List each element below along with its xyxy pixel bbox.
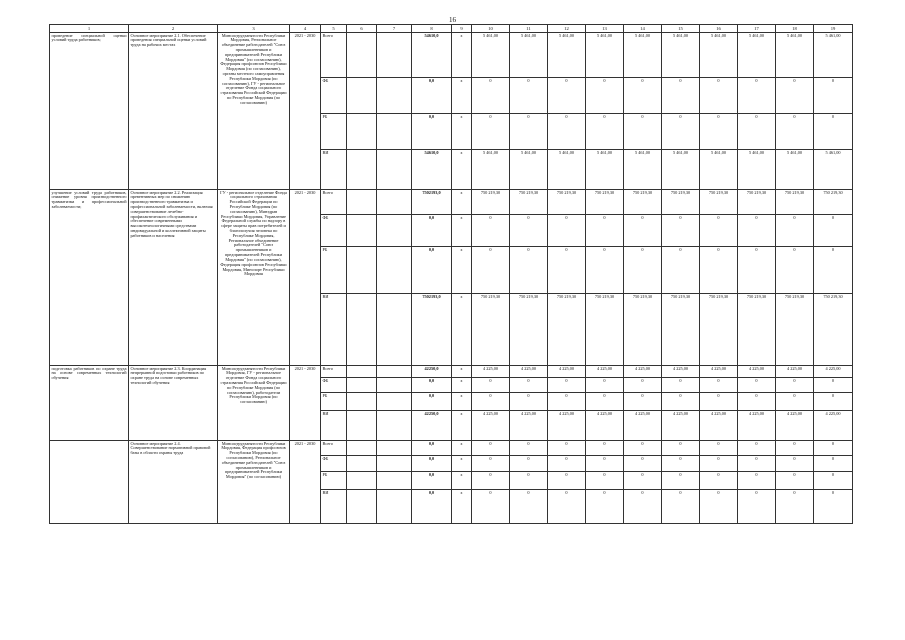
year-value-cell: 0 xyxy=(776,490,814,524)
year-value-cell: 0 xyxy=(662,490,700,524)
year-value-cell: 0 xyxy=(814,393,853,411)
x-cell: х xyxy=(452,190,472,215)
empty-cell xyxy=(347,378,377,393)
x-cell: х xyxy=(452,114,472,150)
source-cell: Всего xyxy=(321,190,347,215)
year-value-cell: 5 461,00 xyxy=(662,33,700,78)
year-value-cell: 0 xyxy=(472,472,510,490)
year-value-cell: 0 xyxy=(662,441,700,456)
year-value-cell: 0 xyxy=(510,472,548,490)
empty-cell xyxy=(347,33,377,78)
period-cell: 2021 - 2030 xyxy=(290,190,321,366)
year-value-cell: 5 461,00 xyxy=(738,33,776,78)
year-value-cell: 0 xyxy=(472,490,510,524)
year-value-cell: 750 219,30 xyxy=(738,294,776,366)
empty-cell xyxy=(347,78,377,114)
source-cell: ВИ xyxy=(321,294,347,366)
year-value-cell: 0 xyxy=(624,490,662,524)
program-table xyxy=(49,24,853,524)
year-value-cell: 0 xyxy=(510,78,548,114)
year-value-cell: 4 225,00 xyxy=(662,411,700,441)
column-header-3: 3 xyxy=(218,25,290,33)
empty-cell xyxy=(347,411,377,441)
x-cell: х xyxy=(452,378,472,393)
column-header-11: 11 xyxy=(510,25,548,33)
year-value-cell: 5 461,00 xyxy=(776,33,814,78)
event-cell: Основное мероприятие 2.2. Реализация превентивных мер по снижению производственного травматизма и профессиональной заболеваемости, включая совершенствование лечебно-профилактического обслуживания и обеспечение современными высокотехнологичными средствами индивидуальной и коллективной защиты работников и населения xyxy=(129,190,218,366)
year-value-cell: 0 xyxy=(700,472,738,490)
empty-cell xyxy=(347,247,377,294)
year-value-cell: 4 225,00 xyxy=(776,411,814,441)
year-value-cell: 0 xyxy=(510,393,548,411)
year-value-cell: 4 225,00 xyxy=(624,411,662,441)
year-value-cell: 5 461,00 xyxy=(510,33,548,78)
year-value-cell: 0 xyxy=(814,247,853,294)
year-value-cell: 0 xyxy=(700,215,738,247)
column-header-5: 5 xyxy=(321,25,347,33)
x-cell: х xyxy=(452,472,472,490)
empty-cell xyxy=(347,456,377,472)
year-value-cell: 0 xyxy=(738,441,776,456)
year-value-cell: 5 461,00 xyxy=(586,33,624,78)
year-value-cell: 5 461,00 xyxy=(776,150,814,190)
empty-cell xyxy=(377,441,412,456)
empty-cell xyxy=(347,190,377,215)
column-header-15: 15 xyxy=(662,25,700,33)
source-cell: Всего xyxy=(321,441,347,456)
year-value-cell: 0 xyxy=(548,247,586,294)
year-value-cell: 0 xyxy=(548,393,586,411)
year-value-cell: 0 xyxy=(662,472,700,490)
year-value-cell: 0 xyxy=(586,78,624,114)
year-value-cell: 0 xyxy=(472,456,510,472)
empty-cell xyxy=(377,114,412,150)
empty-cell xyxy=(347,393,377,411)
year-value-cell: 750 219,30 xyxy=(510,190,548,215)
year-value-cell: 0 xyxy=(776,472,814,490)
column-header-12: 12 xyxy=(548,25,586,33)
year-value-cell: 0 xyxy=(548,114,586,150)
empty-cell xyxy=(377,247,412,294)
year-value-cell: 750 219,30 xyxy=(586,190,624,215)
empty-cell xyxy=(347,441,377,456)
column-header-13: 13 xyxy=(586,25,624,33)
year-value-cell: 4 225,00 xyxy=(738,366,776,378)
year-value-cell: 0 xyxy=(662,393,700,411)
year-value-cell: 0 xyxy=(776,456,814,472)
year-value-cell: 0 xyxy=(738,456,776,472)
year-value-cell: 4 225,00 xyxy=(624,366,662,378)
empty-cell xyxy=(377,150,412,190)
year-value-cell: 750 219,30 xyxy=(472,294,510,366)
table-row xyxy=(50,190,853,215)
year-value-cell: 0 xyxy=(624,78,662,114)
column-header-19: 19 xyxy=(814,25,853,33)
total-cell: 0,0 xyxy=(412,472,452,490)
column-header-8: 8 xyxy=(412,25,452,33)
year-value-cell: 750 219,30 xyxy=(472,190,510,215)
year-value-cell: 5 461,00 xyxy=(586,150,624,190)
year-value-cell: 5 461,00 xyxy=(738,150,776,190)
year-value-cell: 0 xyxy=(586,441,624,456)
year-value-cell: 5 461,00 xyxy=(624,33,662,78)
year-value-cell: 5 461,00 xyxy=(548,150,586,190)
year-value-cell: 0 xyxy=(700,78,738,114)
year-value-cell: 0 xyxy=(776,247,814,294)
year-value-cell: 750 219,30 xyxy=(814,294,853,366)
empty-cell xyxy=(377,294,412,366)
year-value-cell: 4 225,00 xyxy=(472,366,510,378)
year-value-cell: 0 xyxy=(662,215,700,247)
year-value-cell: 0 xyxy=(700,490,738,524)
year-value-cell: 0 xyxy=(586,114,624,150)
source-cell: РБ xyxy=(321,472,347,490)
year-value-cell: 0 xyxy=(738,247,776,294)
year-value-cell: 0 xyxy=(472,114,510,150)
source-cell: ФБ xyxy=(321,456,347,472)
source-cell: РБ xyxy=(321,247,347,294)
year-value-cell: 0 xyxy=(586,472,624,490)
column-header-9: 9 xyxy=(452,25,472,33)
goal-cell: проведение специальной оценки условий труда работников; xyxy=(50,33,129,190)
year-value-cell: 0 xyxy=(662,78,700,114)
empty-cell xyxy=(377,33,412,78)
year-value-cell: 0 xyxy=(510,247,548,294)
year-value-cell: 0 xyxy=(624,114,662,150)
year-value-cell: 0 xyxy=(472,215,510,247)
year-value-cell: 0 xyxy=(586,215,624,247)
total-cell: 0,0 xyxy=(412,441,452,456)
executor-cell: ГУ - региональное отделение Фонда социального страхования Российской Федерации по Республике Мордовия (по согласованию), Минздрав Республики Мордовия, Управление Федеральной службы по надзору в сфере защиты прав потребителей и благополучия человека по Республике Мордовия, Региональное объединение работодателей "Союз промышленников и предпринимателей Республики Мордовия" (по согласованию), Федерация профсоюзов Республики Мордовия, Минспорт Республики Мордовия xyxy=(218,190,290,366)
year-value-cell: 0 xyxy=(510,378,548,393)
year-value-cell: 750 219,30 xyxy=(776,294,814,366)
year-value-cell: 0 xyxy=(738,378,776,393)
column-header-14: 14 xyxy=(624,25,662,33)
year-value-cell: 0 xyxy=(776,378,814,393)
period-cell: 2021 - 2030 xyxy=(290,366,321,441)
total-cell: 0,0 xyxy=(412,490,452,524)
x-cell: х xyxy=(452,456,472,472)
year-value-cell: 4 225,00 xyxy=(510,366,548,378)
year-value-cell: 0 xyxy=(548,472,586,490)
year-value-cell: 0 xyxy=(586,378,624,393)
year-value-cell: 0 xyxy=(624,215,662,247)
executor-cell: Минсоцтрудзанятости Республики Мордовия, ГУ - региональное отделение Фонда социального страхования Российской Федерации по Республике Мордовия (по согласованию), работодатели Республики Мордовия (по согласованию) xyxy=(218,366,290,441)
column-header-10: 10 xyxy=(472,25,510,33)
total-cell: 54610,0 xyxy=(412,150,452,190)
x-cell: х xyxy=(452,366,472,378)
year-value-cell: 750 219,30 xyxy=(510,294,548,366)
source-cell: РБ xyxy=(321,114,347,150)
page-number: 16 xyxy=(449,16,456,24)
goal-cell xyxy=(50,441,129,524)
year-value-cell: 0 xyxy=(814,472,853,490)
event-cell: Основное мероприятие 2.1. Обеспечение проведения специальной оценки условий труда на рабочих местах xyxy=(129,33,218,190)
x-cell: х xyxy=(452,393,472,411)
year-value-cell: 750 219,30 xyxy=(662,294,700,366)
year-value-cell: 0 xyxy=(738,393,776,411)
year-value-cell: 0 xyxy=(700,114,738,150)
x-cell: х xyxy=(452,33,472,78)
year-value-cell: 0 xyxy=(586,247,624,294)
year-value-cell: 0 xyxy=(776,441,814,456)
year-value-cell: 0 xyxy=(738,114,776,150)
year-value-cell: 0 xyxy=(814,441,853,456)
year-value-cell: 5 461,00 xyxy=(662,150,700,190)
empty-cell xyxy=(377,456,412,472)
year-value-cell: 0 xyxy=(472,247,510,294)
x-cell: х xyxy=(452,78,472,114)
year-value-cell: 0 xyxy=(776,114,814,150)
year-value-cell: 0 xyxy=(776,393,814,411)
column-header-6: 6 xyxy=(347,25,377,33)
year-value-cell: 750 219,30 xyxy=(776,190,814,215)
column-header-16: 16 xyxy=(700,25,738,33)
year-value-cell: 5 461,00 xyxy=(814,33,853,78)
x-cell: х xyxy=(452,294,472,366)
year-value-cell: 0 xyxy=(776,215,814,247)
year-value-cell: 4 225,00 xyxy=(776,366,814,378)
empty-cell xyxy=(347,150,377,190)
year-value-cell: 0 xyxy=(472,78,510,114)
total-cell: 7502193,0 xyxy=(412,190,452,215)
year-value-cell: 0 xyxy=(738,472,776,490)
empty-cell xyxy=(377,472,412,490)
x-cell: х xyxy=(452,247,472,294)
year-value-cell: 750 219,30 xyxy=(548,294,586,366)
year-value-cell: 5 461,00 xyxy=(548,33,586,78)
period-cell: 2021 - 2030 xyxy=(290,441,321,524)
year-value-cell: 750 219,30 xyxy=(700,294,738,366)
year-value-cell: 4 225,00 xyxy=(814,411,853,441)
column-header-1: 1 xyxy=(50,25,129,33)
empty-cell xyxy=(377,78,412,114)
year-value-cell: 0 xyxy=(548,378,586,393)
x-cell: х xyxy=(452,441,472,456)
year-value-cell: 0 xyxy=(624,393,662,411)
source-cell: Всего xyxy=(321,366,347,378)
executor-cell: Минсоцтрудзанятости Республики Мордовия, Федерация профсоюзов Республики Мордовия (по согласованию), Региональное объединение работодателей "Союз промышленников и предпринимателей Республики Мордовия" (по согласованию) xyxy=(218,441,290,524)
year-value-cell: 750 219,30 xyxy=(624,190,662,215)
column-header-2: 2 xyxy=(129,25,218,33)
x-cell: х xyxy=(452,411,472,441)
empty-cell xyxy=(347,294,377,366)
year-value-cell: 0 xyxy=(738,215,776,247)
year-value-cell: 0 xyxy=(510,215,548,247)
total-cell: 42250,0 xyxy=(412,366,452,378)
year-value-cell: 5 461,00 xyxy=(472,150,510,190)
empty-cell xyxy=(347,366,377,378)
executor-cell: Минсоцтрудзанятости Республики Мордовия, Региональное объединение работодателей "Союз промышленников и предпринимателей Республики Мордовия" (по согласованию), Федерация профсоюзов Республики Мордовия (по согласованию), органы местного самоуправления Республики Мордовия (по согласованию), ГУ - региональное отделение Фонда социального страхования Российской Федерации по Республике Мордовия (по согласованию) xyxy=(218,33,290,190)
year-value-cell: 5 461,00 xyxy=(700,33,738,78)
year-value-cell: 0 xyxy=(586,393,624,411)
year-value-cell: 750 219,30 xyxy=(738,190,776,215)
year-value-cell: 4 225,00 xyxy=(586,411,624,441)
year-value-cell: 750 219,30 xyxy=(624,294,662,366)
total-cell: 0,0 xyxy=(412,393,452,411)
source-cell: ФБ xyxy=(321,378,347,393)
column-header-7: 7 xyxy=(377,25,412,33)
source-cell: РБ xyxy=(321,393,347,411)
empty-cell xyxy=(377,411,412,441)
year-value-cell: 0 xyxy=(776,78,814,114)
source-cell: ВИ xyxy=(321,411,347,441)
year-value-cell: 0 xyxy=(586,456,624,472)
total-cell: 54610,0 xyxy=(412,33,452,78)
goal-cell: подготовка работников по охране труда на основе современных технологий обучения xyxy=(50,366,129,441)
year-value-cell: 0 xyxy=(624,441,662,456)
year-value-cell: 0 xyxy=(548,215,586,247)
total-cell: 0,0 xyxy=(412,114,452,150)
table-row xyxy=(50,33,853,78)
year-value-cell: 0 xyxy=(814,114,853,150)
year-value-cell: 4 225,00 xyxy=(548,411,586,441)
year-value-cell: 5 461,00 xyxy=(510,150,548,190)
year-value-cell: 0 xyxy=(510,456,548,472)
total-cell: 0,0 xyxy=(412,456,452,472)
empty-cell xyxy=(377,366,412,378)
year-value-cell: 0 xyxy=(662,114,700,150)
year-value-cell: 0 xyxy=(624,247,662,294)
year-value-cell: 750 219,30 xyxy=(662,190,700,215)
empty-cell xyxy=(377,215,412,247)
year-value-cell: 0 xyxy=(814,378,853,393)
year-value-cell: 0 xyxy=(738,490,776,524)
year-value-cell: 4 225,00 xyxy=(814,366,853,378)
empty-cell xyxy=(377,190,412,215)
empty-cell xyxy=(347,472,377,490)
year-value-cell: 0 xyxy=(548,456,586,472)
year-value-cell: 4 225,00 xyxy=(738,411,776,441)
x-cell: х xyxy=(452,150,472,190)
column-header-4: 4 xyxy=(290,25,321,33)
source-cell: Всего xyxy=(321,33,347,78)
goal-cell: улучшение условий труда работников, снижение уровня производственного травматизма и профессиональной заболеваемости; xyxy=(50,190,129,366)
year-value-cell: 0 xyxy=(548,78,586,114)
year-value-cell: 750 219,30 xyxy=(814,190,853,215)
empty-cell xyxy=(347,490,377,524)
year-value-cell: 0 xyxy=(700,378,738,393)
total-cell: 42250,0 xyxy=(412,411,452,441)
year-value-cell: 0 xyxy=(510,114,548,150)
total-cell: 0,0 xyxy=(412,247,452,294)
year-value-cell: 5 461,00 xyxy=(472,33,510,78)
year-value-cell: 0 xyxy=(662,456,700,472)
total-cell: 0,0 xyxy=(412,215,452,247)
year-value-cell: 0 xyxy=(700,441,738,456)
table-row xyxy=(50,441,853,456)
year-value-cell: 750 219,30 xyxy=(700,190,738,215)
year-value-cell: 4 225,00 xyxy=(700,366,738,378)
source-cell: ФБ xyxy=(321,215,347,247)
total-cell: 0,0 xyxy=(412,378,452,393)
year-value-cell: 4 225,00 xyxy=(548,366,586,378)
year-value-cell: 0 xyxy=(814,215,853,247)
year-value-cell: 0 xyxy=(814,456,853,472)
year-value-cell: 4 225,00 xyxy=(586,366,624,378)
year-value-cell: 5 461,00 xyxy=(700,150,738,190)
year-value-cell: 0 xyxy=(472,378,510,393)
year-value-cell: 0 xyxy=(510,490,548,524)
year-value-cell: 0 xyxy=(814,490,853,524)
year-value-cell: 0 xyxy=(472,441,510,456)
year-value-cell: 0 xyxy=(548,441,586,456)
year-value-cell: 5 461,00 xyxy=(814,150,853,190)
empty-cell xyxy=(377,378,412,393)
empty-cell xyxy=(377,393,412,411)
event-cell: Основное мероприятие 2.3. Координация непрерывной подготовки работников по охране труда на основе современных технологий обучения xyxy=(129,366,218,441)
year-value-cell: 750 219,30 xyxy=(586,294,624,366)
year-value-cell: 0 xyxy=(700,456,738,472)
source-cell: ВИ xyxy=(321,490,347,524)
year-value-cell: 0 xyxy=(472,393,510,411)
total-cell: 0,0 xyxy=(412,78,452,114)
source-cell: ФБ xyxy=(321,78,347,114)
year-value-cell: 0 xyxy=(738,78,776,114)
column-header-17: 17 xyxy=(738,25,776,33)
year-value-cell: 0 xyxy=(624,456,662,472)
year-value-cell: 0 xyxy=(548,490,586,524)
year-value-cell: 5 461,00 xyxy=(624,150,662,190)
x-cell: х xyxy=(452,490,472,524)
year-value-cell: 0 xyxy=(700,247,738,294)
header-row xyxy=(50,25,853,33)
empty-cell xyxy=(377,490,412,524)
table-row xyxy=(50,366,853,378)
empty-cell xyxy=(347,215,377,247)
period-cell: 2021 - 2030 xyxy=(290,33,321,190)
event-cell: Основное мероприятие 2.4. Совершенствование нормативной правовой базы в области охраны труда xyxy=(129,441,218,524)
source-cell: ВИ xyxy=(321,150,347,190)
year-value-cell: 4 225,00 xyxy=(662,366,700,378)
year-value-cell: 750 219,30 xyxy=(548,190,586,215)
year-value-cell: 4 225,00 xyxy=(510,411,548,441)
year-value-cell: 0 xyxy=(814,78,853,114)
year-value-cell: 4 225,00 xyxy=(700,411,738,441)
year-value-cell: 0 xyxy=(662,378,700,393)
year-value-cell: 0 xyxy=(624,472,662,490)
year-value-cell: 0 xyxy=(662,247,700,294)
year-value-cell: 0 xyxy=(700,393,738,411)
x-cell: х xyxy=(452,215,472,247)
total-cell: 7502193,0 xyxy=(412,294,452,366)
year-value-cell: 4 225,00 xyxy=(472,411,510,441)
year-value-cell: 0 xyxy=(510,441,548,456)
year-value-cell: 0 xyxy=(624,378,662,393)
year-value-cell: 0 xyxy=(586,490,624,524)
empty-cell xyxy=(347,114,377,150)
column-header-18: 18 xyxy=(776,25,814,33)
